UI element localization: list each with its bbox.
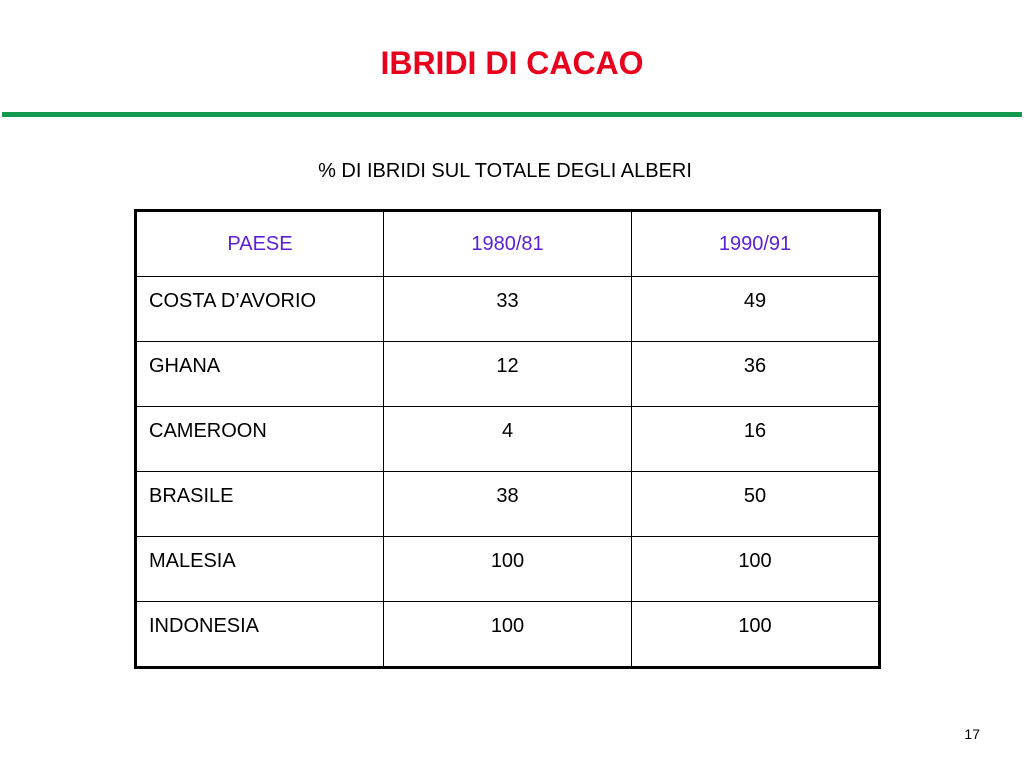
table-row <box>136 602 880 668</box>
value-1990-91: 100 <box>632 602 880 668</box>
value-1980-81: 33 <box>384 277 632 342</box>
header-paese: PAESE <box>136 211 384 277</box>
table-row <box>136 277 880 342</box>
value-1990-91: 49 <box>632 277 880 342</box>
country-cell: GHANA <box>136 342 384 407</box>
country-cell: COSTA D’AVORIO <box>136 277 384 342</box>
title-divider <box>2 112 1022 117</box>
page-number: 17 <box>964 726 980 742</box>
table-row <box>136 407 880 472</box>
value-1980-81: 4 <box>384 407 632 472</box>
table-subtitle: % DI IBRIDI SUL TOTALE DEGLI ALBERI <box>318 160 692 182</box>
country-cell: CAMEROON <box>136 407 384 472</box>
value-1990-91: 100 <box>632 537 880 602</box>
value-1980-81: 12 <box>384 342 632 407</box>
slide-title: IBRIDI DI CACAO <box>380 45 644 81</box>
country-cell: BRASILE <box>136 472 384 537</box>
value-1990-91: 36 <box>632 342 880 407</box>
header-1980-81: 1980/81 <box>384 211 632 277</box>
value-1980-81: 38 <box>384 472 632 537</box>
country-cell: INDONESIA <box>136 602 384 668</box>
country-cell: MALESIA <box>136 537 384 602</box>
table-row <box>136 537 880 602</box>
value-1980-81: 100 <box>384 602 632 668</box>
value-1990-91: 50 <box>632 472 880 537</box>
hybrids-table <box>134 209 881 669</box>
header-1990-91: 1990/91 <box>632 211 880 277</box>
table-row <box>136 342 880 407</box>
value-1990-91: 16 <box>632 407 880 472</box>
table-header-row <box>136 211 880 277</box>
value-1980-81: 100 <box>384 537 632 602</box>
table-row <box>136 472 880 537</box>
